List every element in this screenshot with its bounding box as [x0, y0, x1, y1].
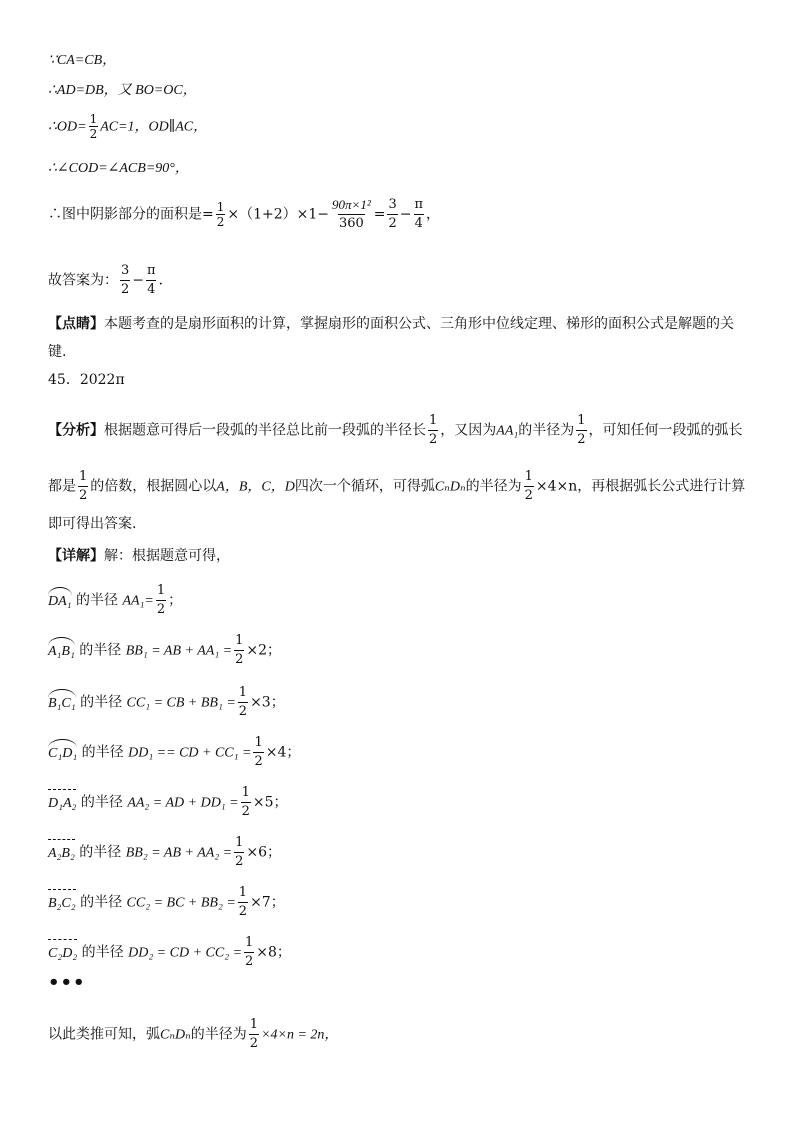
final-text: 的半径为 [190, 1026, 247, 1043]
fraction-num: 1 [429, 413, 438, 428]
fraction [238, 684, 248, 721]
fraction-num: 1 [238, 885, 248, 900]
arc-label: A₂B₂ [48, 840, 75, 864]
detail-row [48, 734, 300, 771]
fraction [78, 468, 88, 505]
proof-text: AC=1，OD∥AC， [100, 119, 208, 135]
final-text: ×4×n = 2n， [261, 1027, 339, 1043]
analysis-line-1 [48, 412, 743, 449]
analysis-text: ，可知任何一段弧的弧长 [588, 422, 743, 439]
radius-word: 的半径 [80, 794, 123, 811]
fraction-num: 1 [254, 735, 263, 750]
fraction-num: π [147, 263, 156, 278]
fraction-num: 1 [79, 469, 88, 484]
fraction [387, 196, 397, 233]
arc-label: D₁A₂ [48, 790, 76, 814]
proof-text: ×（1+2）×1− [227, 206, 330, 223]
fraction [524, 468, 534, 505]
fraction-num: 1 [235, 835, 244, 850]
fraction-den: 2 [238, 704, 248, 719]
comment-label: 【点睛】 [48, 316, 104, 332]
fraction-den: 2 [79, 488, 88, 503]
fraction-den: 2 [245, 954, 254, 969]
analysis-text: 都是 [48, 478, 76, 495]
proof-line-2 [48, 80, 197, 101]
fraction-den: 2 [524, 488, 533, 503]
fraction-num: 1 [235, 633, 244, 648]
fraction [241, 784, 251, 821]
fraction-num: 1 [524, 469, 533, 484]
arc-label: A₁B₁ [48, 638, 75, 662]
detail-intro [48, 546, 230, 566]
fraction [576, 412, 586, 449]
analysis-text: 四次一个循环，可得弧 [294, 478, 435, 495]
answer-label: 故答案为： [48, 272, 118, 289]
proof-text: ∵CA=CB， [48, 53, 117, 68]
fraction [244, 934, 254, 971]
proof-line-3 [48, 112, 207, 141]
proof-text: ∴AD=DB，又 BO=OC， [48, 83, 197, 98]
equation: BB₂ = AB + AA₂ = [125, 845, 233, 861]
fraction-den: 2 [121, 282, 130, 297]
analysis-text: 的倍数，根据圆心以 [90, 478, 217, 495]
final-text: 以此类推可知，弧 [48, 1026, 160, 1043]
equation: DD₂ = CD + CC₂ = [128, 945, 243, 961]
detail-row [48, 582, 182, 619]
arc-label: B₁C₁ [48, 690, 76, 714]
equation: CC₂ = BC + BB₂ = [126, 895, 236, 911]
radius-word: 的半径 [81, 744, 124, 761]
analysis-line-2 [48, 468, 745, 505]
proof-text: = [373, 206, 386, 223]
fraction [413, 196, 424, 233]
proof-text: ∴OD= [48, 119, 87, 135]
fraction-num: π [414, 197, 424, 212]
radius-word: 的半径 [79, 642, 122, 659]
detail-row [48, 632, 281, 669]
proof-line-4 [48, 158, 189, 179]
fraction-den: 2 [235, 652, 244, 667]
radius-word: 的半径 [79, 844, 122, 861]
question-title: 45．2022π [48, 372, 125, 388]
fraction [120, 262, 130, 299]
proof-text: − [399, 206, 412, 223]
final-arc: CₙDₙ [160, 1027, 191, 1043]
row-tail: ×8； [256, 944, 291, 961]
comment-text: 本题考查的是扇形面积的计算，掌握扇形的面积公式、三角形中位线定理、梯形的面积公式是解题的关 [104, 316, 734, 332]
detail-row [48, 784, 288, 821]
analysis-text: 的半径为 [518, 422, 575, 439]
analysis-text: ，又因为 [440, 422, 497, 439]
question-number [48, 370, 125, 390]
fraction-num: 1 [238, 685, 248, 700]
comment-line-2 [48, 342, 66, 362]
equation: AA₂ = AD + DD₁ = [127, 795, 239, 811]
detail-row [48, 884, 285, 921]
fraction-den: 4 [414, 216, 423, 231]
fraction [234, 632, 244, 669]
fraction-den: 2 [388, 216, 397, 231]
fraction-den: 2 [89, 127, 98, 141]
fraction-den: 360 [338, 216, 364, 231]
ellipsis: ••• [48, 972, 86, 993]
fraction [331, 196, 372, 233]
row-tail: ×3； [250, 694, 285, 711]
detail-row [48, 934, 291, 971]
fraction-den: 2 [235, 854, 244, 869]
detail-row [48, 684, 285, 721]
analysis-text: 的半径为 [465, 478, 522, 495]
fraction-num: 3 [388, 197, 397, 212]
row-tail: ×4； [265, 744, 301, 761]
radius-word: 的半径 [75, 592, 118, 609]
equation: CC₁ = CB + BB₁ = [126, 695, 236, 711]
proof-text: ∴图中阴影部分的面积是= [48, 206, 214, 223]
fraction [238, 884, 248, 921]
detail-text: 解：根据题意可得， [104, 548, 230, 564]
row-tail: ×5； [252, 794, 288, 811]
analysis-text: ×4×n，再根据弧长公式进行计算 [535, 478, 746, 495]
row-tail: ×6； [246, 844, 282, 861]
proof-text: ∴∠COD=∠ACB=90°， [48, 161, 189, 176]
fraction-num: 1 [241, 785, 250, 800]
fraction-num: 90π×1² [332, 197, 371, 212]
row-tail: ×2； [246, 642, 282, 659]
fraction-den: 2 [238, 904, 248, 919]
fraction [253, 734, 263, 771]
radius-word: 的半径 [80, 694, 123, 711]
proof-text: ． [158, 272, 173, 289]
fraction-num: 1 [245, 935, 254, 950]
equation: AA₁= [122, 593, 154, 609]
proof-line-1 [48, 50, 116, 71]
fraction-den: 2 [249, 1036, 259, 1051]
final-line [48, 1016, 338, 1053]
fraction-num: 1 [89, 112, 98, 126]
detail-row [48, 834, 281, 871]
arc-label: C₂D₂ [48, 940, 77, 964]
fraction [89, 112, 99, 141]
arc-label: C₁D₁ [48, 740, 77, 764]
fraction-num: 3 [121, 263, 130, 278]
fraction [156, 582, 166, 619]
proof-text: ， [426, 206, 441, 223]
fraction-num: 1 [577, 413, 586, 428]
equation: BB₁ = AB + AA₁ = [125, 643, 233, 659]
arc-label: DA₁ [48, 588, 72, 612]
radius-word: 的半径 [80, 894, 123, 911]
fraction-den: 2 [254, 754, 263, 769]
answer-line [48, 262, 173, 299]
radius-word: 的半径 [81, 944, 124, 961]
comment-line-1 [48, 314, 734, 334]
proof-line-5 [48, 196, 440, 233]
fraction [146, 262, 157, 299]
fraction-den: 2 [577, 432, 586, 447]
fraction [428, 412, 438, 449]
analysis-label: 【分析】 [48, 422, 104, 439]
analysis-text: 即可得出答案. [48, 516, 137, 532]
fraction-den: 4 [147, 282, 156, 297]
analysis-text: CₙDₙ [434, 479, 466, 495]
analysis-text: AA₁ [496, 423, 519, 439]
row-tail: ×7； [250, 894, 285, 911]
fraction-num: 1 [249, 1017, 259, 1032]
row-tail: ； [168, 592, 183, 609]
fraction [216, 200, 226, 229]
analysis-line-3 [48, 514, 136, 534]
fraction-den: 2 [241, 804, 250, 819]
fraction-den: 2 [156, 602, 166, 617]
comment-text: 键. [48, 344, 67, 360]
fraction [249, 1016, 259, 1053]
detail-label: 【详解】 [48, 548, 104, 564]
arc-label: B₂C₂ [48, 890, 76, 914]
fraction-num: 1 [156, 583, 166, 598]
analysis-text: A，B，C，D [216, 479, 295, 495]
fraction-den: 2 [216, 215, 225, 229]
proof-text: − [132, 272, 145, 289]
fraction-num: 1 [216, 200, 225, 214]
fraction [234, 834, 244, 871]
fraction-den: 2 [429, 432, 438, 447]
analysis-text: 根据题意可得后一段弧的半径总比前一段弧的半径长 [104, 422, 426, 439]
equation: DD₁ == CD + CC₁ = [128, 745, 252, 761]
